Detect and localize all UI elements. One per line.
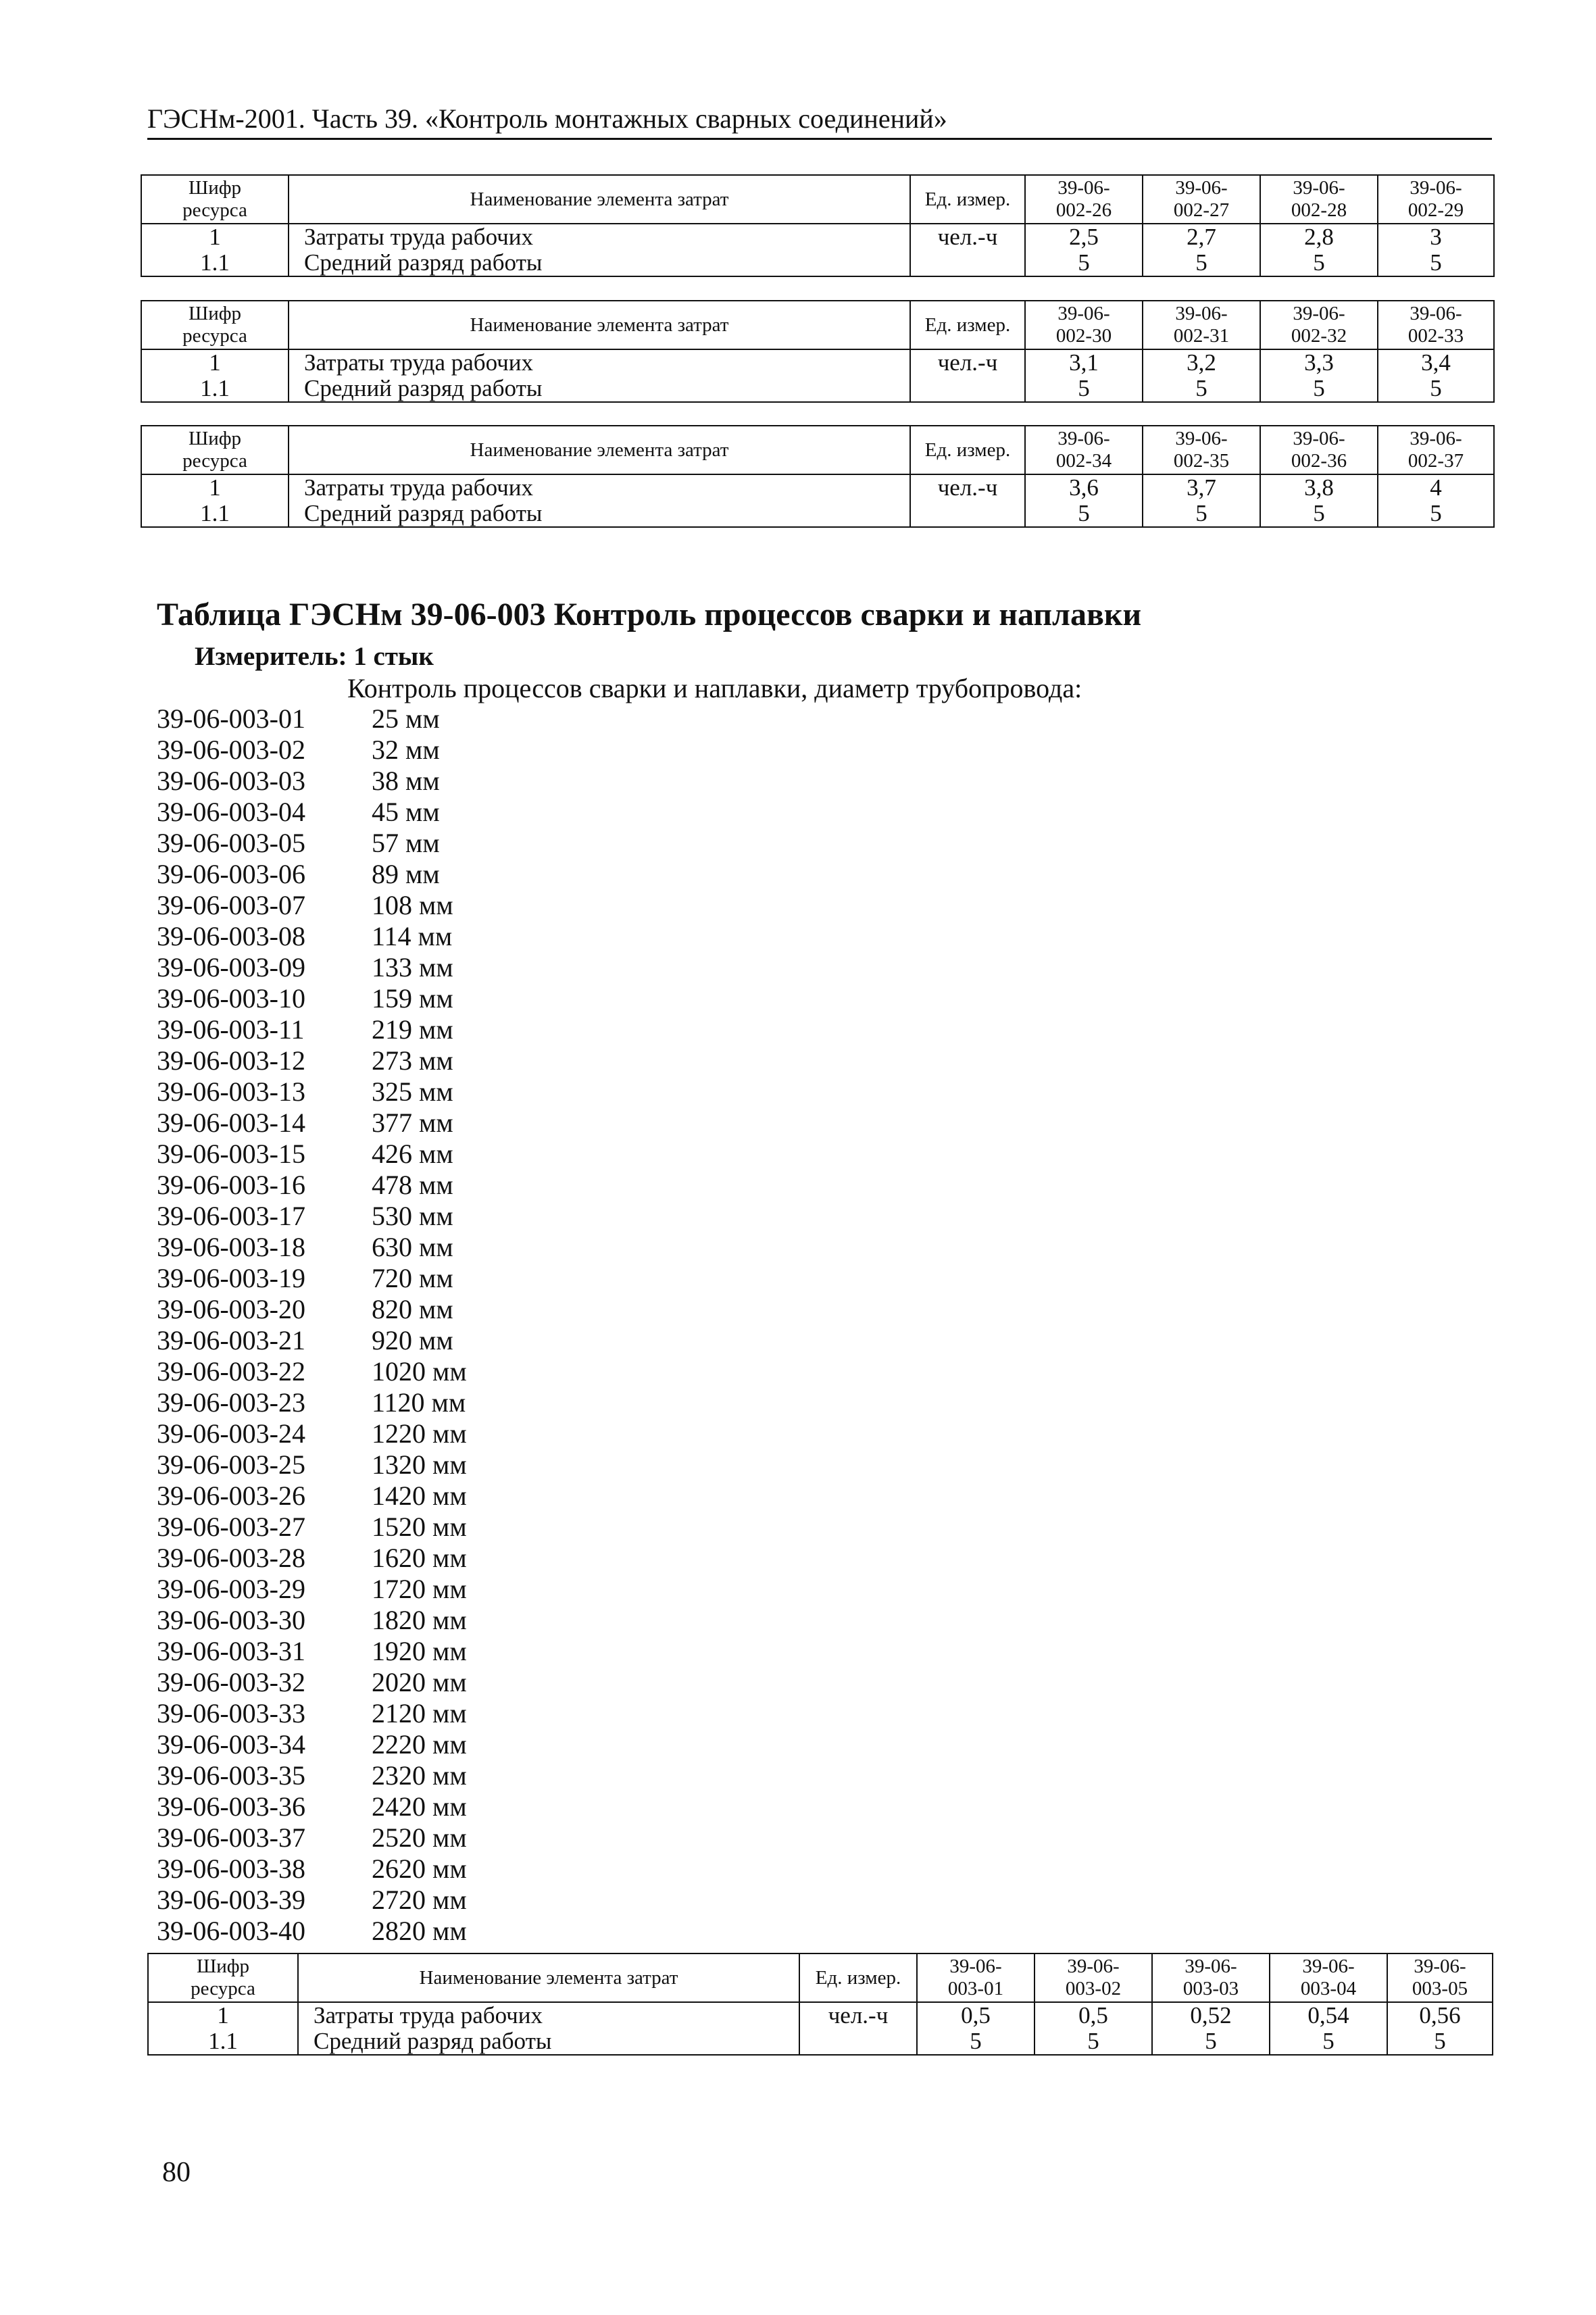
pipe-diameter: 159 мм <box>372 983 453 1014</box>
header-norm-code: 39-06- 002-35 <box>1143 426 1260 474</box>
row-code: 1.1 <box>141 250 289 276</box>
norm-code: 39-06-003-14 <box>157 1107 305 1138</box>
list-item <box>157 1512 467 1543</box>
row-code: 1 <box>148 2002 298 2028</box>
row-value: 5 <box>1025 250 1143 276</box>
list-item <box>157 1916 467 1947</box>
header-norm-code: 39-06- 002-36 <box>1260 426 1378 474</box>
list-item <box>157 797 467 828</box>
norm-code: 39-06-003-21 <box>157 1325 305 1355</box>
pipe-diameter: 273 мм <box>372 1045 453 1076</box>
header-norm-code: 39-06- 002-26 <box>1025 175 1143 224</box>
norm-code: 39-06-003-10 <box>157 983 305 1014</box>
row-value: 5 <box>1143 376 1260 402</box>
list-item <box>157 1729 467 1760</box>
pipe-diameter: 530 мм <box>372 1201 453 1231</box>
list-item <box>157 1076 467 1107</box>
header-norm-code: 39-06- 002-28 <box>1260 175 1378 224</box>
norm-code: 39-06-003-12 <box>157 1045 305 1076</box>
norm-code: 39-06-003-20 <box>157 1294 305 1324</box>
header-resource-code: Шифр ресурса <box>141 426 289 474</box>
norm-code: 39-06-003-07 <box>157 890 305 920</box>
row-unit: чел.-ч <box>799 2002 917 2028</box>
norm-code: 39-06-003-08 <box>157 921 305 951</box>
norm-code: 39-06-003-22 <box>157 1356 305 1387</box>
norm-code: 39-06-003-28 <box>157 1543 305 1573</box>
header-norm-code: 39-06- 002-27 <box>1143 175 1260 224</box>
pipe-diameter: 377 мм <box>372 1107 453 1138</box>
list-item <box>157 1605 467 1636</box>
norm-code: 39-06-003-32 <box>157 1667 305 1697</box>
norm-code: 39-06-003-39 <box>157 1885 305 1915</box>
norm-code: 39-06-003-17 <box>157 1201 305 1231</box>
row-name: Затраты труда рабочих <box>289 349 910 376</box>
pipe-diameter: 1020 мм <box>372 1356 467 1387</box>
header-norm-code: 39-06- 003-01 <box>917 1953 1034 2002</box>
header-resource-code: Шифр ресурса <box>148 1953 298 2002</box>
list-item <box>157 952 467 983</box>
row-value: 3 <box>1378 224 1494 250</box>
norms-table-002-34-37 <box>141 425 1495 528</box>
norm-code: 39-06-003-33 <box>157 1698 305 1728</box>
list-item <box>157 1045 467 1076</box>
page-number: 80 <box>162 2157 191 2188</box>
row-value: 3,4 <box>1378 349 1494 376</box>
table-header-row <box>141 426 1494 474</box>
header-norm-code: 39-06- 002-33 <box>1378 301 1494 349</box>
pipe-diameter: 1820 мм <box>372 1605 467 1635</box>
header-norm-code: 39-06- 003-03 <box>1152 1953 1270 2002</box>
list-item <box>157 1294 467 1325</box>
list-item <box>157 1698 467 1729</box>
row-unit <box>799 2028 917 2055</box>
header-norm-code: 39-06- 003-05 <box>1387 1953 1493 2002</box>
header-unit: Ед. измер. <box>910 175 1025 224</box>
header-norm-code: 39-06- 002-34 <box>1025 426 1143 474</box>
header-resource-code: Шифр ресурса <box>141 301 289 349</box>
pipe-diameter: 108 мм <box>372 890 453 920</box>
norm-code: 39-06-003-15 <box>157 1139 305 1169</box>
pipe-diameter: 133 мм <box>372 952 453 982</box>
table-row <box>141 501 1494 527</box>
table-header-row <box>141 175 1494 224</box>
pipe-diameter: 920 мм <box>372 1325 453 1355</box>
pipe-diameter: 1220 мм <box>372 1418 467 1449</box>
norm-code: 39-06-003-05 <box>157 828 305 858</box>
norm-code: 39-06-003-37 <box>157 1822 305 1853</box>
row-value: 5 <box>1378 250 1494 276</box>
table-row <box>141 474 1494 501</box>
pipe-diameter: 2620 мм <box>372 1853 467 1884</box>
norm-code: 39-06-003-02 <box>157 735 305 765</box>
norm-code: 39-06-003-34 <box>157 1729 305 1760</box>
norm-code: 39-06-003-35 <box>157 1760 305 1791</box>
row-value: 5 <box>1025 376 1143 402</box>
row-value: 5 <box>1260 250 1378 276</box>
list-item <box>157 1107 467 1139</box>
row-unit <box>910 501 1025 527</box>
header-cost-name: Наименование элемента затрат <box>289 175 910 224</box>
pipe-diameter: 426 мм <box>372 1139 453 1169</box>
norm-code: 39-06-003-23 <box>157 1387 305 1418</box>
norm-code: 39-06-003-26 <box>157 1480 305 1511</box>
norm-code: 39-06-003-09 <box>157 952 305 982</box>
norms-table-003-01-05 <box>147 1953 1493 2056</box>
list-item <box>157 1480 467 1512</box>
header-norm-code: 39-06- 002-37 <box>1378 426 1494 474</box>
row-value: 4 <box>1378 474 1494 501</box>
row-value: 5 <box>1387 2028 1493 2055</box>
row-unit <box>910 250 1025 276</box>
table-row <box>141 224 1494 250</box>
norm-code: 39-06-003-25 <box>157 1449 305 1480</box>
pipe-diameter: 630 мм <box>372 1232 453 1262</box>
list-item <box>157 703 467 735</box>
list-item <box>157 1139 467 1170</box>
row-value: 0,56 <box>1387 2002 1493 2028</box>
list-item <box>157 735 467 766</box>
row-unit <box>910 376 1025 402</box>
row-code: 1.1 <box>141 376 289 402</box>
pipe-diameter: 325 мм <box>372 1076 453 1107</box>
row-value: 5 <box>1034 2028 1152 2055</box>
norm-code: 39-06-003-16 <box>157 1170 305 1200</box>
list-item <box>157 890 467 921</box>
list-item <box>157 1574 467 1605</box>
row-name: Затраты труда рабочих <box>298 2002 799 2028</box>
list-item <box>157 1822 467 1853</box>
row-value: 2,8 <box>1260 224 1378 250</box>
pipe-diameter: 1420 мм <box>372 1480 467 1511</box>
header-unit: Ед. измер. <box>910 426 1025 474</box>
table-row <box>141 376 1494 402</box>
list-item <box>157 1201 467 1232</box>
list-item <box>157 1760 467 1791</box>
pipe-diameter: 114 мм <box>372 921 453 951</box>
pipe-diameter: 2520 мм <box>372 1822 467 1853</box>
row-value: 5 <box>1378 501 1494 527</box>
pipe-diameter: 32 мм <box>372 735 440 765</box>
row-name: Затраты труда рабочих <box>289 224 910 250</box>
list-item <box>157 1325 467 1356</box>
row-value: 2,5 <box>1025 224 1143 250</box>
list-item <box>157 1885 467 1916</box>
pipe-diameter: 478 мм <box>372 1170 453 1200</box>
list-item <box>157 1170 467 1201</box>
list-item <box>157 1543 467 1574</box>
norm-code: 39-06-003-38 <box>157 1853 305 1884</box>
row-value: 5 <box>1260 501 1378 527</box>
header-cost-name: Наименование элемента затрат <box>289 426 910 474</box>
row-value: 2,7 <box>1143 224 1260 250</box>
list-item <box>157 983 467 1014</box>
header-norm-code: 39-06- 002-30 <box>1025 301 1143 349</box>
norm-code: 39-06-003-31 <box>157 1636 305 1666</box>
list-item <box>157 766 467 797</box>
norms-table-002-30-33 <box>141 300 1495 403</box>
row-value: 3,3 <box>1260 349 1378 376</box>
list-item <box>157 1636 467 1667</box>
list-item <box>157 828 467 859</box>
row-name: Средний разряд работы <box>289 501 910 527</box>
row-value: 5 <box>1143 501 1260 527</box>
pipe-diameter: 1920 мм <box>372 1636 467 1666</box>
pipe-diameter: 89 мм <box>372 859 440 889</box>
header-norm-code: 39-06- 002-31 <box>1143 301 1260 349</box>
row-unit: чел.-ч <box>910 474 1025 501</box>
page-header: ГЭСНм-2001. Часть 39. «Контроль монтажных сварных соединений» <box>147 101 1492 140</box>
norm-code: 39-06-003-18 <box>157 1232 305 1262</box>
list-item <box>157 1014 467 1045</box>
pipe-diameter: 57 мм <box>372 828 440 858</box>
norm-code: 39-06-003-11 <box>157 1014 305 1045</box>
row-unit: чел.-ч <box>910 349 1025 376</box>
row-name: Затраты труда рабочих <box>289 474 910 501</box>
section-title: Таблица ГЭСНм 39-06-003 Контроль процессов сварки и наплавки <box>157 597 1142 632</box>
row-value: 5 <box>1025 501 1143 527</box>
row-value: 5 <box>917 2028 1034 2055</box>
list-item <box>157 1667 467 1698</box>
list-item <box>157 1232 467 1263</box>
row-name: Средний разряд работы <box>298 2028 799 2055</box>
header-resource-code: Шифр ресурса <box>141 175 289 224</box>
row-value: 3,6 <box>1025 474 1143 501</box>
list-item <box>157 1853 467 1885</box>
header-norm-code: 39-06- 002-29 <box>1378 175 1494 224</box>
row-value: 5 <box>1152 2028 1270 2055</box>
list-item <box>157 1356 467 1387</box>
pipe-diameter: 2320 мм <box>372 1760 467 1791</box>
norm-code: 39-06-003-29 <box>157 1574 305 1604</box>
list-item <box>157 859 467 890</box>
header-norm-code: 39-06- 003-04 <box>1270 1953 1387 2002</box>
row-value: 5 <box>1378 376 1494 402</box>
table-row <box>141 250 1494 276</box>
pipe-diameter: 720 мм <box>372 1263 453 1293</box>
pipe-diameter: 45 мм <box>372 797 440 827</box>
row-code: 1.1 <box>141 501 289 527</box>
list-item <box>157 921 467 952</box>
list-item <box>157 1387 467 1418</box>
row-code: 1 <box>141 349 289 376</box>
norm-code-list <box>157 703 467 1947</box>
table-row <box>148 2028 1493 2055</box>
norm-code: 39-06-003-40 <box>157 1916 305 1946</box>
pipe-diameter: 2020 мм <box>372 1667 467 1697</box>
table-row <box>141 349 1494 376</box>
list-item <box>157 1418 467 1449</box>
table-row <box>148 2002 1493 2028</box>
row-value: 0,5 <box>917 2002 1034 2028</box>
table-header-row <box>148 1953 1493 2002</box>
header-norm-code: 39-06- 003-02 <box>1034 1953 1152 2002</box>
norm-code: 39-06-003-06 <box>157 859 305 889</box>
norm-code: 39-06-003-04 <box>157 797 305 827</box>
norm-code: 39-06-003-36 <box>157 1791 305 1822</box>
row-value: 0,54 <box>1270 2002 1387 2028</box>
pipe-diameter: 38 мм <box>372 766 440 796</box>
norm-code: 39-06-003-24 <box>157 1418 305 1449</box>
norm-code: 39-06-003-03 <box>157 766 305 796</box>
row-value: 5 <box>1270 2028 1387 2055</box>
list-item <box>157 1449 467 1480</box>
header-norm-code: 39-06- 002-32 <box>1260 301 1378 349</box>
pipe-diameter: 2220 мм <box>372 1729 467 1760</box>
header-unit: Ед. измер. <box>910 301 1025 349</box>
section-description: Контроль процессов сварки и наплавки, диаметр трубопровода: <box>347 673 1082 703</box>
norm-code: 39-06-003-13 <box>157 1076 305 1107</box>
pipe-diameter: 2820 мм <box>372 1916 467 1946</box>
list-item <box>157 1791 467 1822</box>
row-code: 1 <box>141 474 289 501</box>
meter-label: Измеритель: 1 стык <box>195 642 434 671</box>
row-value: 3,2 <box>1143 349 1260 376</box>
pipe-diameter: 1320 мм <box>372 1449 467 1480</box>
row-value: 5 <box>1260 376 1378 402</box>
pipe-diameter: 2120 мм <box>372 1698 467 1728</box>
pipe-diameter: 1120 мм <box>372 1387 466 1418</box>
row-value: 3,8 <box>1260 474 1378 501</box>
header-unit: Ед. измер. <box>799 1953 917 2002</box>
row-value: 3,1 <box>1025 349 1143 376</box>
pipe-diameter: 2420 мм <box>372 1791 467 1822</box>
header-cost-name: Наименование элемента затрат <box>298 1953 799 2002</box>
row-value: 0,52 <box>1152 2002 1270 2028</box>
row-name: Средний разряд работы <box>289 250 910 276</box>
list-item <box>157 1263 467 1294</box>
row-name: Средний разряд работы <box>289 376 910 402</box>
pipe-diameter: 1720 мм <box>372 1574 467 1604</box>
header-cost-name: Наименование элемента затрат <box>289 301 910 349</box>
pipe-diameter: 820 мм <box>372 1294 453 1324</box>
row-code: 1.1 <box>148 2028 298 2055</box>
norm-code: 39-06-003-27 <box>157 1512 305 1542</box>
row-value: 0,5 <box>1034 2002 1152 2028</box>
pipe-diameter: 2720 мм <box>372 1885 467 1915</box>
pipe-diameter: 25 мм <box>372 703 440 734</box>
norms-table-002-26-29 <box>141 174 1495 277</box>
row-code: 1 <box>141 224 289 250</box>
pipe-diameter: 1520 мм <box>372 1512 467 1542</box>
norm-code: 39-06-003-30 <box>157 1605 305 1635</box>
pipe-diameter: 1620 мм <box>372 1543 467 1573</box>
norm-code: 39-06-003-01 <box>157 703 305 734</box>
row-value: 5 <box>1143 250 1260 276</box>
pipe-diameter: 219 мм <box>372 1014 453 1045</box>
norm-code: 39-06-003-19 <box>157 1263 305 1293</box>
row-unit: чел.-ч <box>910 224 1025 250</box>
row-value: 3,7 <box>1143 474 1260 501</box>
table-header-row <box>141 301 1494 349</box>
